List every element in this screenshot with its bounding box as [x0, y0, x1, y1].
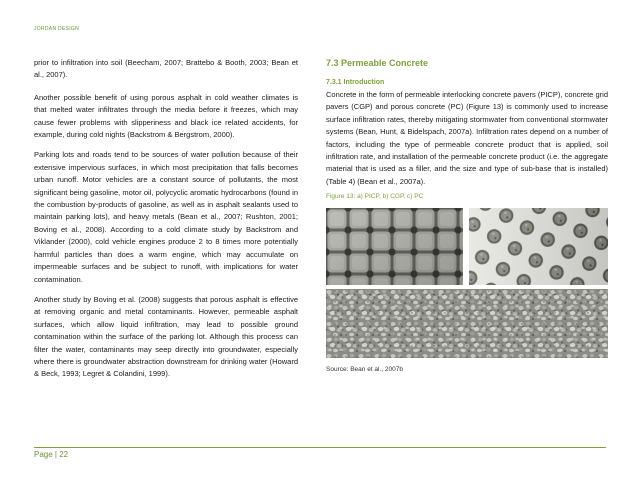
pc-photo: [326, 289, 608, 358]
figure-caption: Figure 13: a) PICP, b) CGP, c) PC: [326, 193, 424, 201]
right-column: [326, 57, 608, 375]
footer-rule: [34, 447, 606, 448]
paragraph: Parking lots and roads tend to be sources of water pollution because of their extensive impervious surfaces, in which most precipitation that falls becomes urban runoff. Motor vehicles are a constant source of pollutants, the most significant being gasoline, motor oil, polycyclic aromatic hydrocarbons (found in the combustion by-products of gasoline, as well as in asphalt sealants used to maintain parking lots), and heavy metals (Bean et al., 2007; Rushton, 2001; Boving et al., 2008). According to a cold climate study by Backstrom and Viklander (2000), cold vehicle engines produce 2 to 8 times more potentially harmful particles than does a warm engine, which may accumulate on impermeable surfaces and be subject to runoff, with implications for water contamination.: [34, 150, 298, 284]
subsection-title: 7.3.1 Introduction: [326, 79, 385, 86]
cgp-photo: [469, 208, 608, 285]
paragraph: Concrete in the form of permeable interlocking concrete pavers (PICP), concrete grid pavers (CGP) and porous concrete (PC) (Figure 13) is commonly used to increase surface infiltration rates, thereby mitigating stormwater from conventional stormwater systems (Bean, Hunt, & Bidelspach, 2007a). Infiltration rates depend on a number of factors, including the type of permeable concrete product that is applied, soil infiltration rate, and installation of the permeable concrete product (i.e. the aggregate material that is used as a filler, and the size and type of sub-base that is installed) (Table 4) (Bean et al., 2007a).: [326, 90, 608, 186]
left-column: [34, 57, 298, 389]
running-head: JORDAN DESIGN: [34, 26, 80, 32]
paragraph: Another study by Boving et al. (2008) suggests that porous asphalt is effective at removing organic and metal contaminants. However, permeable asphalt surfaces, which allow liquid infiltration, may lead to possible ground contamination within the surface of the parking lot. Although this process can filter the water, contaminants may seep directly into groundwater, especially where there is groundwater abstraction downstream for drinking water (Howard & Beck, 1993; Legret & Colandini, 1999).: [34, 294, 298, 379]
page-number: Page | 22: [34, 450, 69, 459]
figure-13: [326, 208, 608, 358]
figure-source: Source: Bean et al., 2007b: [326, 366, 403, 374]
picp-photo: [326, 208, 463, 285]
section-title: 7.3 Permeable Concrete: [326, 58, 429, 68]
paragraph: Another possible benefit of using porous asphalt in cold weather climates is that melted water infiltrates through the media before it freezes, which may cause fewer problems with slipperiness and black ice related accidents, for example, during cold nights (Backstrom & Bergstrom, 2000).: [34, 92, 298, 140]
paragraph: prior to infiltration into soil (Beecham, 2007; Brattebo & Booth, 2003; Bean et al., 2007).: [34, 58, 298, 80]
